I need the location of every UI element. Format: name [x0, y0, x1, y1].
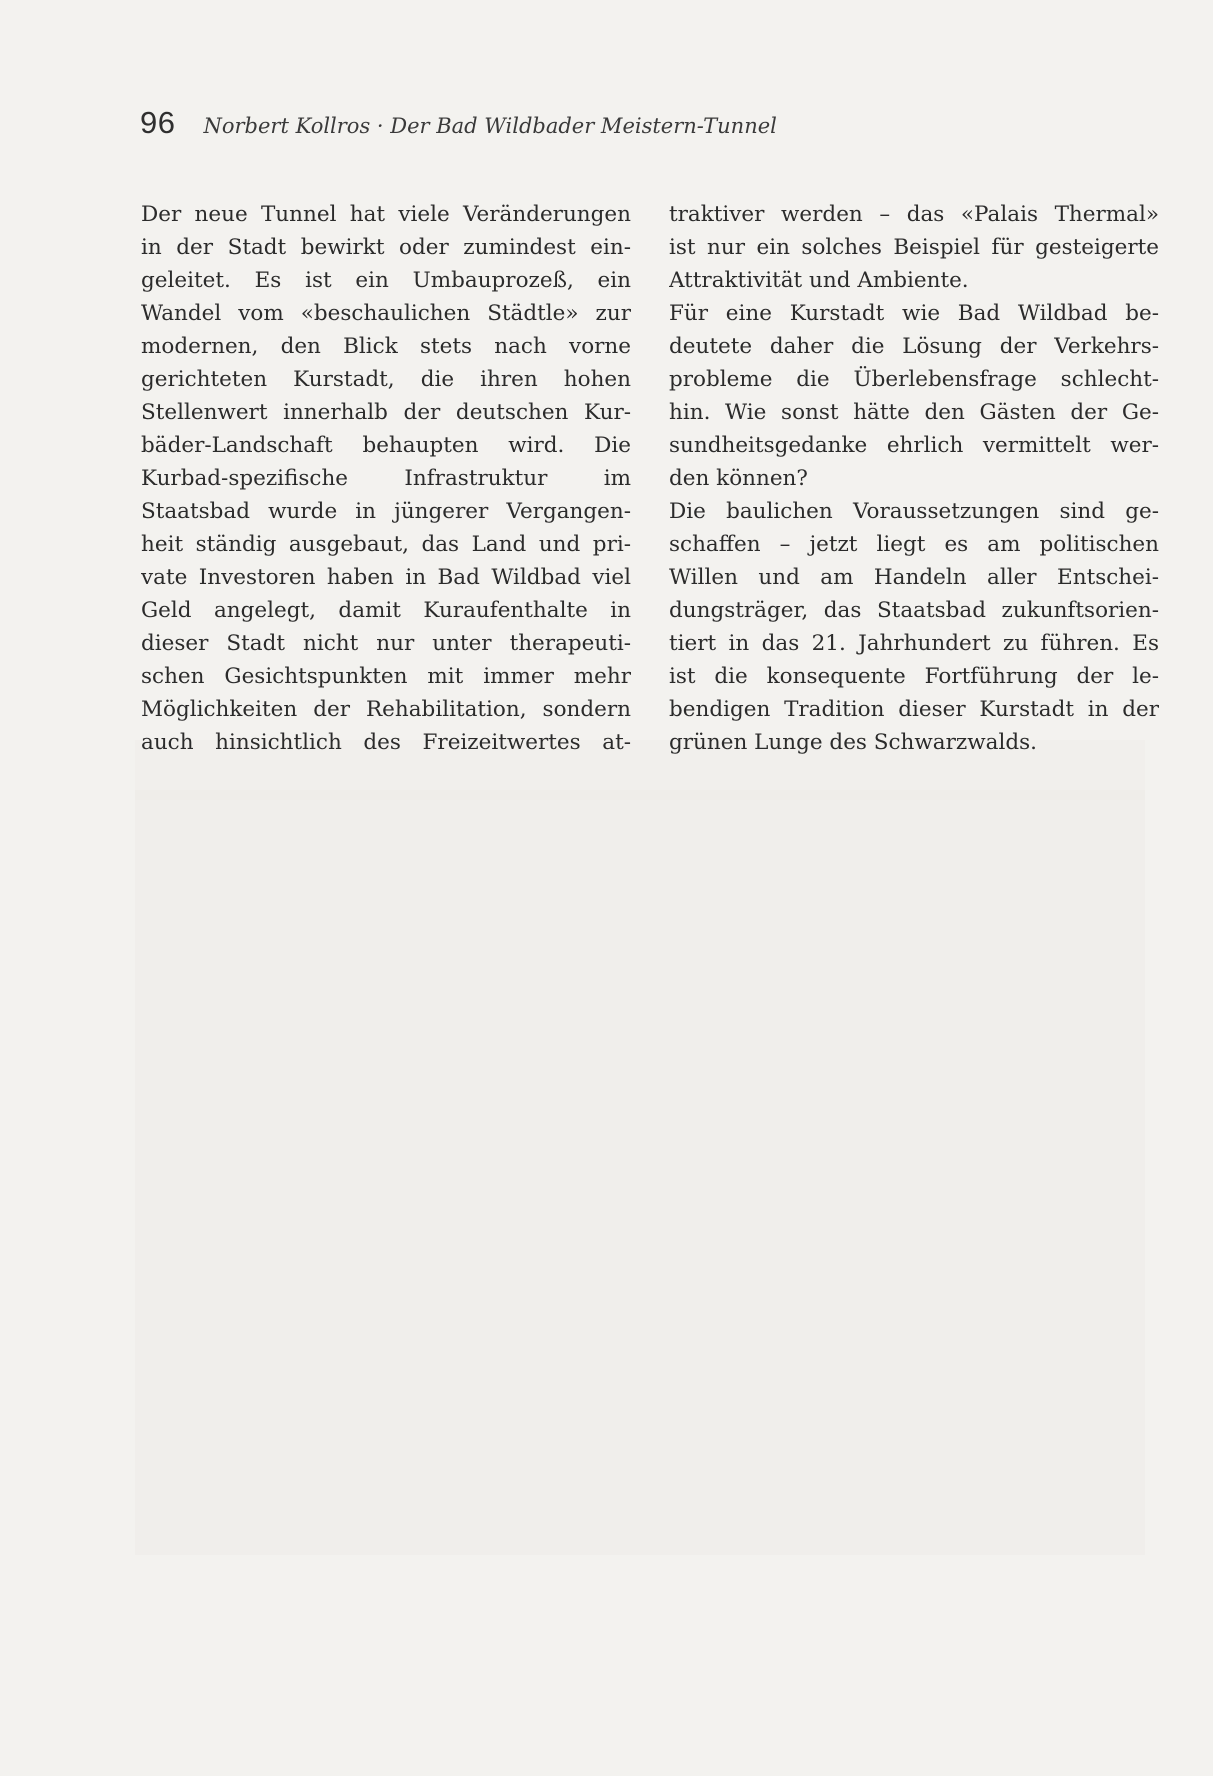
text-line: Die baulichen Voraussetzungen sind ge-: [669, 499, 1159, 524]
text-line: dungsträger, das Staatsbad zukunftsorien-: [669, 598, 1159, 623]
text-line: Staatsbad wurde in jüngerer Vergangen-: [141, 499, 631, 524]
text-line: dieser Stadt nicht nur unter therapeuti-: [141, 631, 631, 656]
text-line: Möglichkeiten der Rehabilitation, sondern: [141, 697, 631, 722]
text-line: Für eine Kurstadt wie Bad Wildbad be-: [669, 301, 1159, 326]
text-line: auch hinsichtlich des Freizeitwertes at-: [141, 730, 631, 755]
text-line: Stellenwert innerhalb der deutschen Kur-: [141, 400, 631, 425]
text-line: bäder-Landschaft behaupten wird. Die: [141, 433, 631, 458]
text-line: schaffen – jetzt liegt es am politischen: [669, 532, 1159, 557]
text-line: sundheitsgedanke ehrlich vermittelt wer-: [669, 433, 1159, 458]
text-line: ist nur ein solches Beispiel für gesteigerte: [669, 235, 1159, 260]
text-line: gerichteten Kurstadt, die ihren hohen: [141, 367, 631, 392]
page-header: [140, 105, 777, 145]
text-line: geleitet. Es ist ein Umbauprozeß, ein: [141, 268, 631, 293]
left-text-column: [141, 198, 631, 759]
text-line: Kurbad-spezifische Infrastruktur im: [141, 466, 631, 491]
text-line: bendigen Tradition dieser Kurstadt in der: [669, 697, 1159, 722]
page-number: 96: [140, 105, 176, 140]
text-line: ist die konsequente Fortführung der le-: [669, 664, 1159, 689]
text-line: den können?: [669, 466, 808, 491]
text-line: Geld angelegt, damit Kuraufenthalte in: [141, 598, 631, 623]
text-line: Willen und am Handeln aller Entschei-: [669, 565, 1159, 590]
text-line: probleme die Überlebensfrage schlecht-: [669, 367, 1159, 392]
text-line: tiert in das 21. Jahrhundert zu führen. Es: [669, 631, 1159, 656]
text-line: schen Gesichtspunkten mit immer mehr: [141, 664, 631, 689]
text-line: modernen, den Blick stets nach vorne: [141, 334, 631, 359]
text-line: vate Investoren haben in Bad Wildbad viel: [141, 565, 631, 590]
text-line: Wandel vom «beschaulichen Städtle» zur: [141, 301, 631, 326]
right-text-column: [669, 198, 1159, 759]
text-line: hin. Wie sonst hätte den Gästen der Ge-: [669, 400, 1159, 425]
text-line: in der Stadt bewirkt oder zumindest ein-: [141, 235, 631, 260]
bleed-through-image-area: [135, 790, 1145, 1555]
text-line: Der neue Tunnel hat viele Veränderungen: [141, 202, 631, 227]
text-line: grünen Lunge des Schwarzwalds.: [669, 730, 1037, 755]
text-line: traktiver werden – das «Palais Thermal»: [669, 202, 1159, 227]
text-line: heit ständig ausgebaut, das Land und pri-: [141, 532, 631, 557]
text-line: Attraktivität und Ambiente.: [669, 268, 969, 293]
running-title: Norbert Kollros · Der Bad Wildbader Meistern-Tunnel: [203, 114, 777, 138]
text-line: deutete daher die Lösung der Verkehrs-: [669, 334, 1159, 359]
